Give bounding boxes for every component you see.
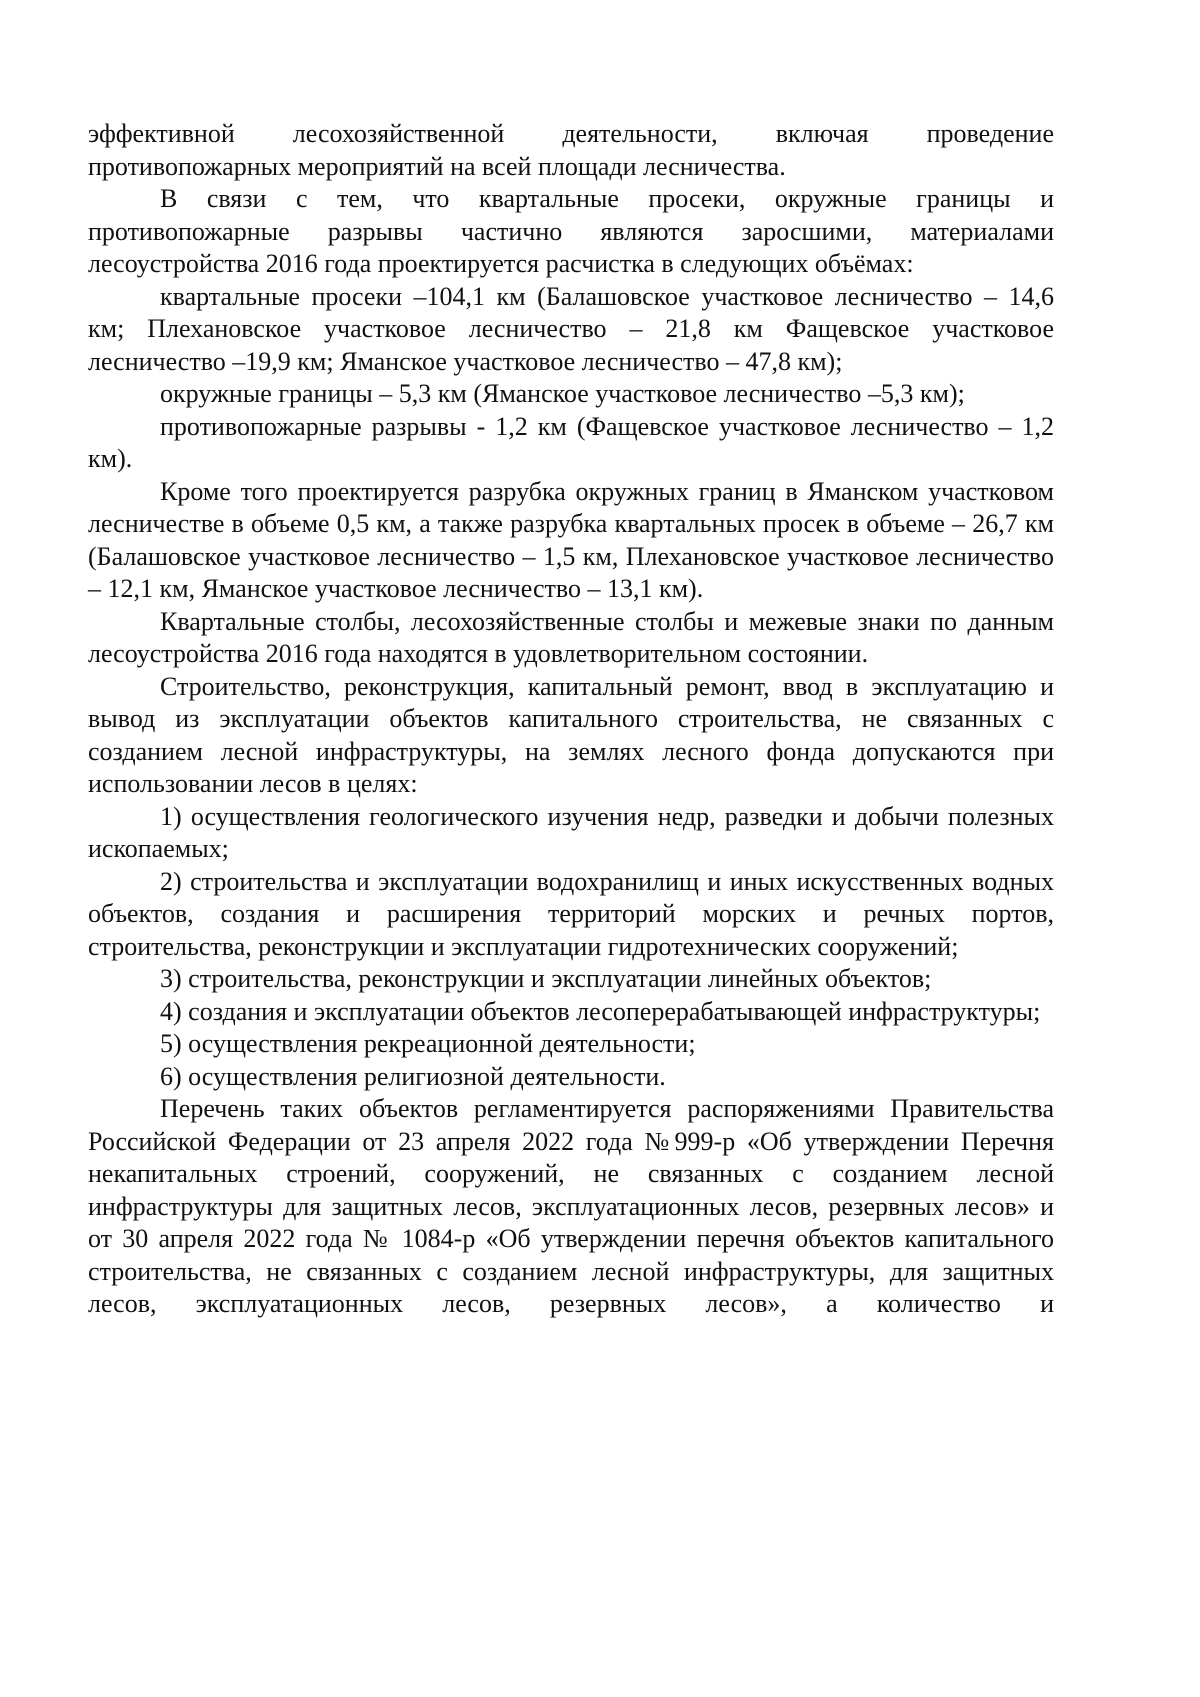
list-item-2: 2) строительства и эксплуатации водохранилищ и иных искусственных водных объектов, создания и расширения территорий морских и речных портов, строительства, реконструкции и эксплуатации гидротехнических сооружений; bbox=[88, 866, 1054, 961]
list-item-3: 3) строительства, реконструкции и эксплуатации линейных объектов; bbox=[160, 964, 932, 993]
paragraph-cutting: Кроме того проектируется разрубка окружных границ в Яманском участковом лесничестве в объеме 0,5 км, а также разрубка квартальных просек в объеме – 26,7 км (Балашовское участковое лесничество – 1,5 км, Плехановское участковое лесничество – 12,1 км, Яманское участковое лесничество – 13,1 км). bbox=[88, 476, 1054, 603]
paragraph-regulations: Перечень таких объектов регламентируется распоряжениями Правительства Российской Федерации от 23 апреля 2022 года №999-р «Об утверждении Перечня некапитальных строений, сооружений, не связанных с созданием лесной инфраструктуры для защитных лесов, эксплуатационных лесов, резервных лесов» и от 30 апреля 2022 года № 1084-р «Об утверждении перечня объектов капитального строительства, не связанных с созданием лесной инфраструктуры, для защитных лесов, эксплуатационных лесов, резервных лесов», а количество и bbox=[88, 1094, 1054, 1318]
paragraph-posts: Квартальные столбы, лесохозяйственные столбы и межевые знаки по данным лесоустройства 2016 года находятся в удовлетворительном состоянии. bbox=[88, 606, 1054, 668]
paragraph-construction: Строительство, реконструкция, капитальный ремонт, ввод в эксплуатацию и вывод из эксплуатации объектов капитального строительства, не связанных с созданием лесной инфраструктуры, на землях лесного фонда допускаются при использовании лесов в целях: bbox=[88, 671, 1054, 798]
paragraph-boundaries: окружные границы – 5,3 км (Яманское участковое лесничество –5,3 км); bbox=[160, 379, 965, 408]
document-page bbox=[88, 118, 1054, 1321]
paragraph-clearing-intro: В связи с тем, что квартальные просеки, окружные границы и противопожарные разрывы частично являются заросшими, материалами лесоустройства 2016 года проектируется расчистка в следующих объёмах: bbox=[88, 184, 1054, 278]
list-item-1: 1) осуществления геологического изучения недр, разведки и добычи полезных ископаемых; bbox=[88, 801, 1054, 863]
paragraph-firebreaks: противопожарные разрывы - 1,2 км (Фащевское участковое лесничество – 1,2 км). bbox=[88, 411, 1054, 473]
list-item-4: 4) создания и эксплуатации объектов лесоперерабатывающей инфраструктуры; bbox=[160, 996, 1041, 1026]
list-item-5: 5) осуществления рекреационной деятельности; bbox=[160, 1029, 696, 1058]
paragraph-continuation: эффективной лесохозяйственной деятельности, включая проведение противопожарных мероприятий на всей площади лесничества. bbox=[88, 119, 1054, 181]
paragraph-quarter-clearings: квартальные просеки –104,1 км (Балашовское участковое лесничество – 14,6 км; Плехановское участковое лесничество – 21,8 км Фащевское участковое лесничество –19,9 км; Яманское участковое лесничество – 47,8 км); bbox=[88, 281, 1054, 376]
list-item-6: 6) осуществления религиозной деятельности. bbox=[160, 1061, 666, 1091]
